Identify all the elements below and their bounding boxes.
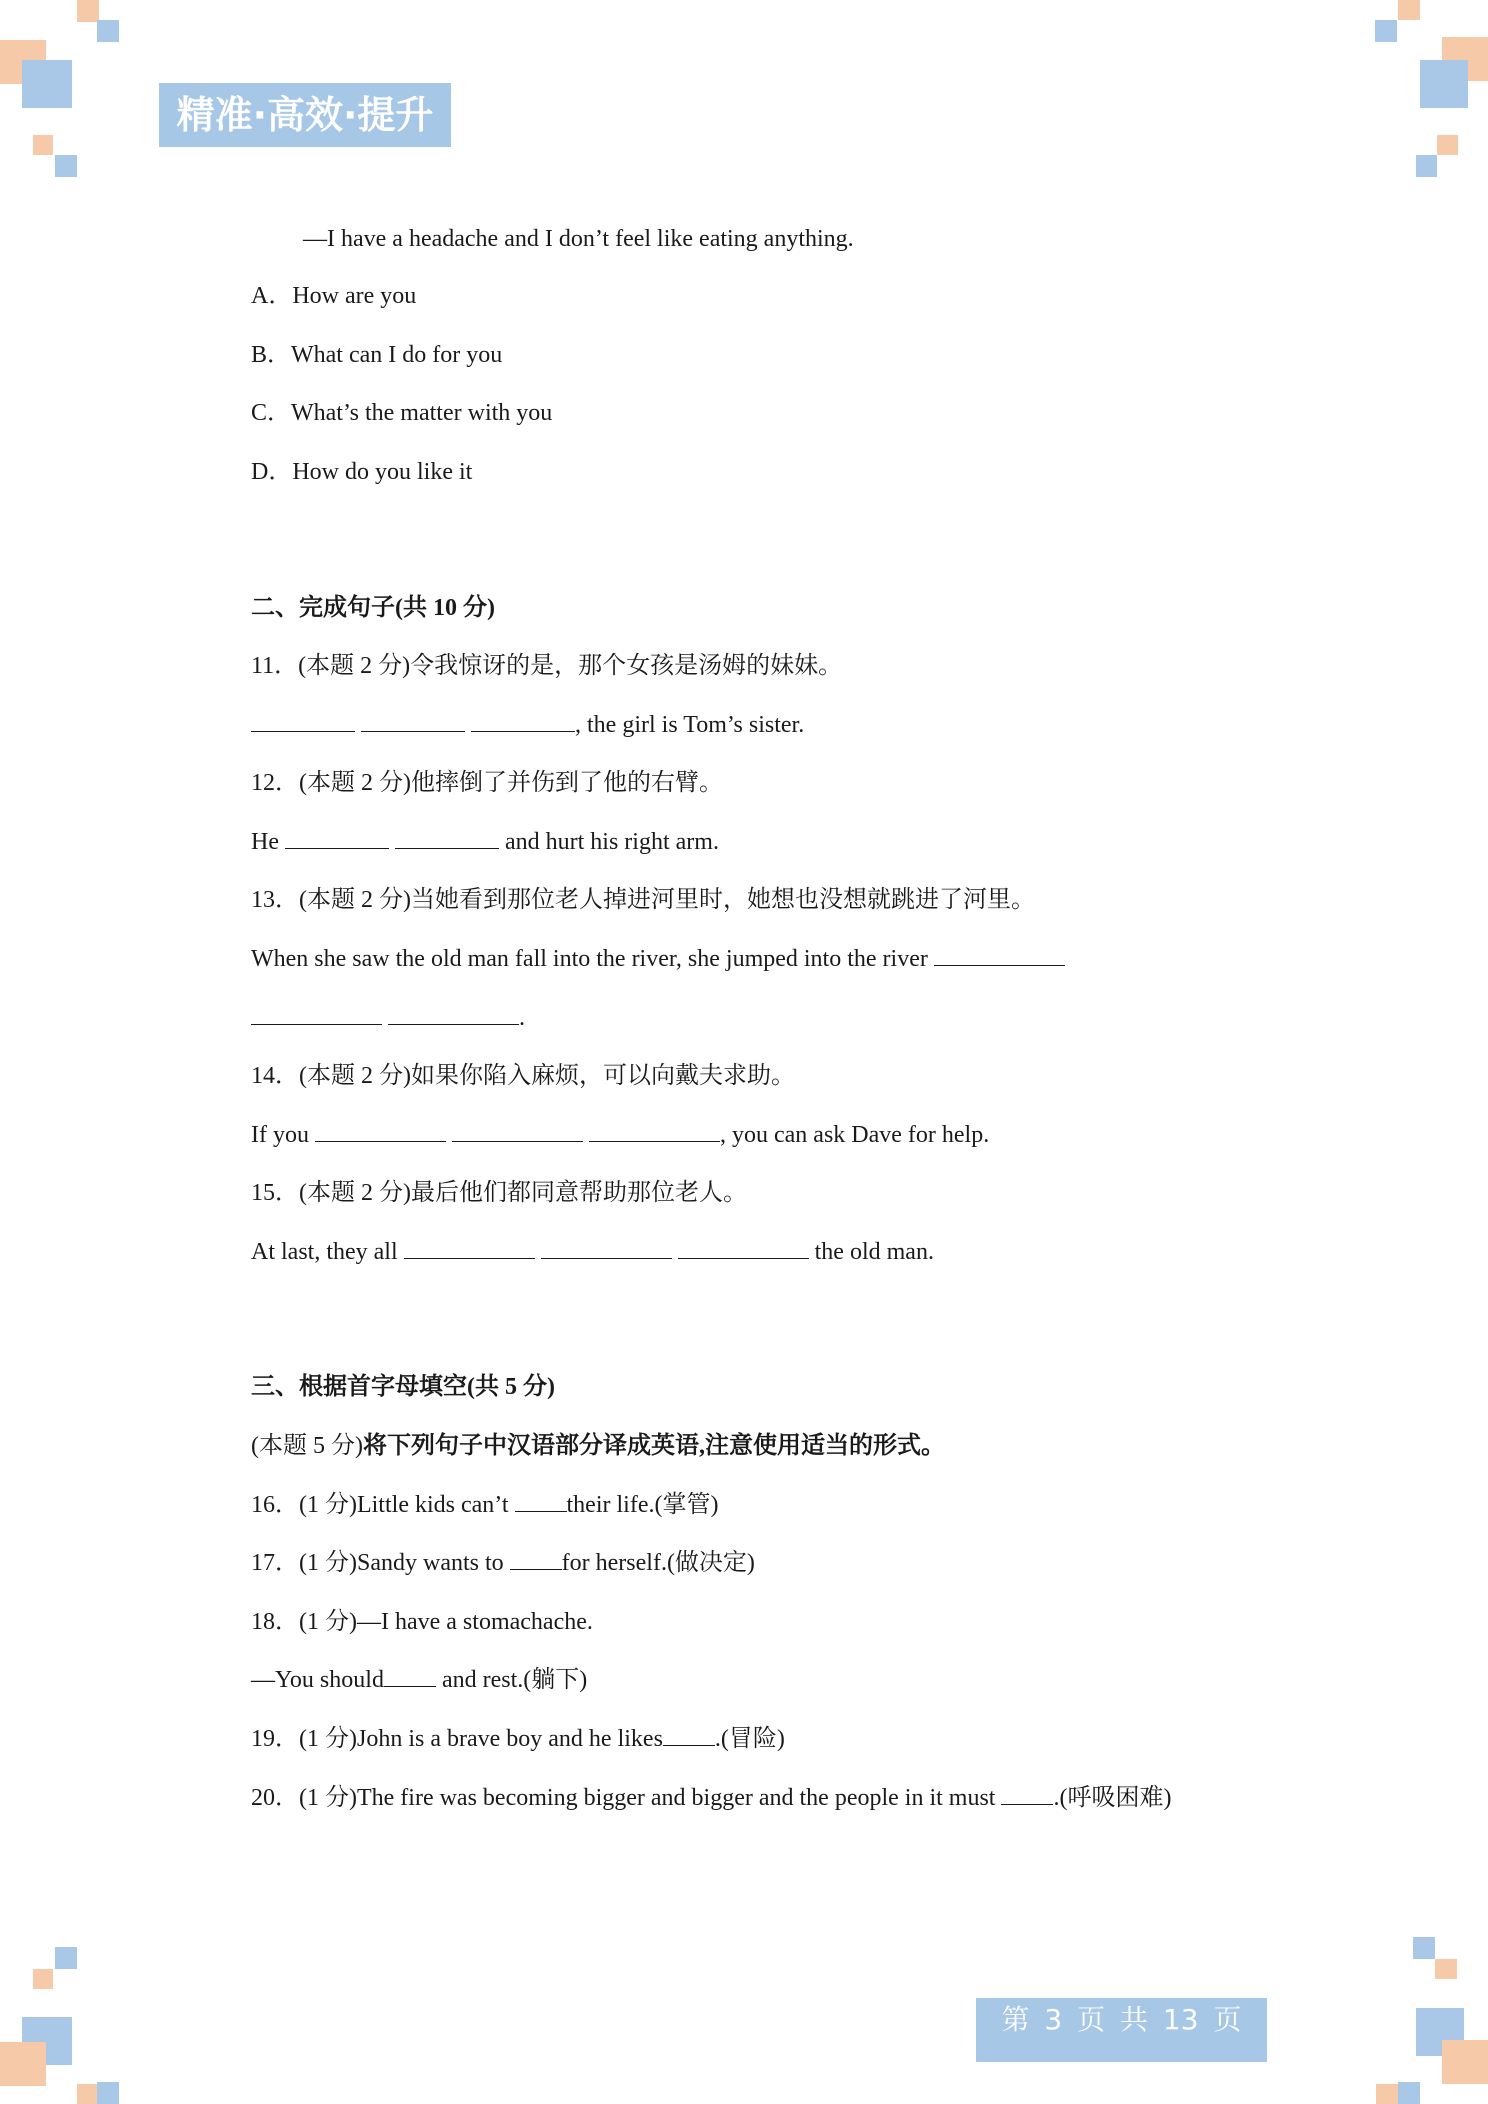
q15-before: At last, they all <box>251 1239 398 1265</box>
q14-prompt: 14．(本题 2 分)如果你陷入麻烦，可以向戴夫求助。 <box>251 1063 795 1089</box>
answer-blank[interactable] <box>663 1725 715 1746</box>
answer-blank[interactable] <box>251 711 355 732</box>
answer-blank[interactable] <box>589 1121 720 1142</box>
q15-answer-line <box>251 1237 934 1267</box>
answer-blank[interactable] <box>541 1238 672 1259</box>
q15-prompt: 15．(本题 2 分)最后他们都同意帮助那位老人。 <box>251 1180 747 1206</box>
section3-instruction <box>251 1431 945 1461</box>
q18-before: —You should <box>251 1667 384 1693</box>
q19-line <box>251 1724 785 1754</box>
q11-prompt: 11．(本题 2 分)令我惊讶的是，那个女孩是汤姆的妹妹。 <box>251 653 843 679</box>
answer-blank[interactable] <box>388 1004 519 1025</box>
answer-blank[interactable] <box>285 828 389 849</box>
q18-after: and rest.(躺下) <box>435 1667 588 1693</box>
answer-blank[interactable] <box>404 1238 535 1259</box>
q20-before: 20．(1 分)The fire was becoming bigger and bigger and the people in it must <box>251 1785 1002 1811</box>
q13-end: . <box>519 1005 525 1031</box>
q12-before: He <box>251 829 279 855</box>
answer-blank[interactable] <box>384 1666 436 1687</box>
answer-blank[interactable] <box>934 945 1065 966</box>
section-heading-fill-blanks: 三、根据首字母填空(共 5 分) <box>251 1374 555 1400</box>
option-c: C．What’s the matter with you <box>251 400 553 426</box>
instruction-prefix: (本题 5 分) <box>251 1433 363 1459</box>
dialog-line: —I have a headache and I don’t feel like eating anything. <box>303 226 854 252</box>
q20-line <box>251 1783 1171 1813</box>
page-number: 第 3 页 共 13 页 <box>976 1998 1267 2062</box>
q13-answer-line-1 <box>251 944 1065 974</box>
instruction-text: 将下列句子中汉语部分译成英语,注意使用适当的形式。 <box>362 1433 945 1459</box>
q13-prompt: 13．(本题 2 分)当她看到那位老人掉进河里时，她想也没想就跳进了河里。 <box>251 887 1035 913</box>
q14-after: , you can ask Dave for help. <box>719 1122 990 1148</box>
q12-after: and hurt his right arm. <box>504 829 719 855</box>
q16-line <box>251 1490 718 1520</box>
q20-after: .(呼吸困难) <box>1053 1785 1172 1811</box>
answer-blank[interactable] <box>515 1491 567 1512</box>
q15-after: the old man. <box>814 1239 934 1265</box>
answer-blank[interactable] <box>251 1004 382 1025</box>
answer-blank[interactable] <box>452 1121 583 1142</box>
option-b: B．What can I do for you <box>251 342 503 368</box>
answer-blank[interactable] <box>471 711 575 732</box>
q16-before: 16．(1 分)Little kids can’t <box>251 1492 515 1518</box>
answer-blank[interactable] <box>1001 1784 1053 1805</box>
q13-answer-line-2 <box>251 1003 525 1033</box>
option-d: D．How do you like it <box>251 459 473 485</box>
q12-answer-line <box>251 827 719 857</box>
q11-answer-line <box>251 710 804 740</box>
answer-blank[interactable] <box>315 1121 446 1142</box>
q17-before: 17．(1 分)Sandy wants to <box>251 1550 510 1576</box>
option-a: A．How are you <box>251 283 417 309</box>
q18-line-2 <box>251 1665 587 1695</box>
q18-line-1: 18．(1 分)—I have a stomachache. <box>251 1609 593 1635</box>
q12-prompt: 12．(本题 2 分)他摔倒了并伤到了他的右臂。 <box>251 770 723 796</box>
q17-after: for herself.(做决定) <box>561 1550 755 1576</box>
q17-line <box>251 1548 755 1578</box>
q14-before: If you <box>251 1122 309 1148</box>
q19-before: 19．(1 分)John is a brave boy and he likes <box>251 1726 663 1752</box>
q11-after: , the girl is Tom’s sister. <box>575 712 805 738</box>
section-heading-complete-sentences: 二、完成句子(共 10 分) <box>251 595 495 621</box>
q19-after: .(冒险) <box>714 1726 785 1752</box>
brand-banner: 精准·高效·提升 <box>159 83 451 147</box>
q13-before: When she saw the old man fall into the river, she jumped into the river <box>251 946 928 972</box>
answer-blank[interactable] <box>510 1549 562 1570</box>
answer-blank[interactable] <box>395 828 499 849</box>
q16-after: their life.(掌管) <box>566 1492 719 1518</box>
answer-blank[interactable] <box>678 1238 809 1259</box>
q14-answer-line <box>251 1120 989 1150</box>
answer-blank[interactable] <box>361 711 465 732</box>
